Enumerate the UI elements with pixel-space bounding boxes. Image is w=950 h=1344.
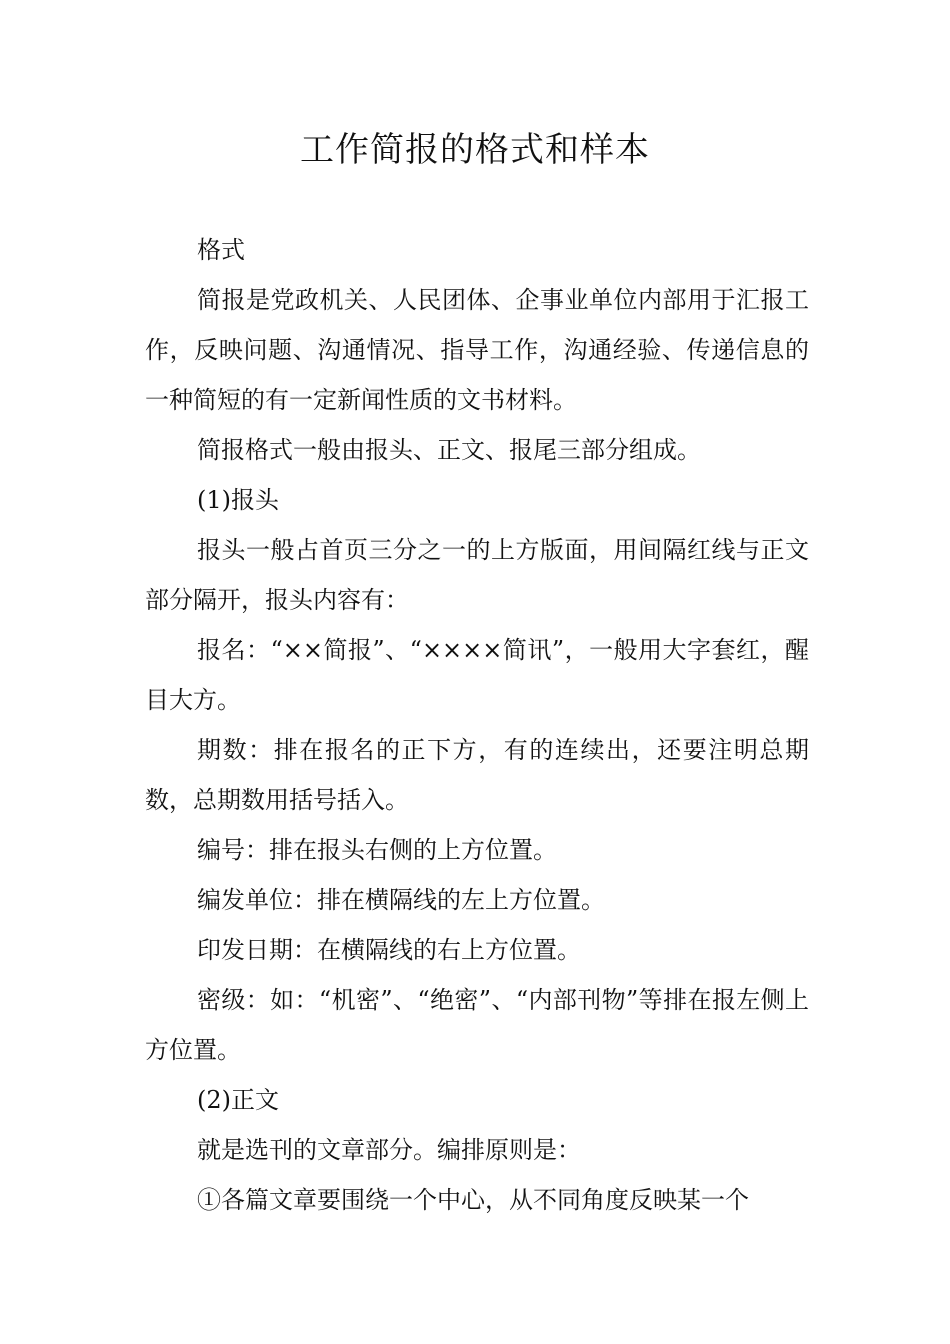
paragraph-structure: 简报格式一般由报头、正文、报尾三部分组成。 [197,436,701,464]
paragraph-principle-1: ①各篇文章要围绕一个中心，从不同角度反映某一个 [197,1186,749,1214]
paragraph-report-name: 报名：“××简报”、“××××简讯”，一般用大字套红，醒目大方。 [145,636,809,714]
paragraph-section-header: (1)报头 [197,486,279,514]
paragraph-header-description: 报头一般占首页三分之一的上方版面，用间隔红线与正文部分隔开，报头内容有： [145,536,809,614]
document-title: 工作简报的格式和样本 [300,130,650,170]
paragraph-issue-date: 印发日期：在横隔线的右上方位置。 [197,936,581,964]
paragraph-format-heading: 格式 [197,236,245,264]
paragraph-security-level: 密级：如：“机密”、“绝密”、“内部刊物”等排在报左侧上方位置。 [145,986,809,1064]
document-body [145,225,809,1225]
paragraph-issuing-unit: 编发单位：排在横隔线的左上方位置。 [197,886,605,914]
paragraph-definition: 简报是党政机关、人民团体、企事业单位内部用于汇报工作，反映问题、沟通情况、指导工作，沟通经验、传递信息的一种简短的有一定新闻性质的文书材料。 [145,286,809,414]
paragraph-section-body: (2)正文 [197,1086,279,1114]
paragraph-body-description: 就是选刊的文章部分。编排原则是： [197,1136,581,1164]
paragraph-issue-number: 期数：排在报名的正下方，有的连续出，还要注明总期数，总期数用括号括入。 [145,736,809,814]
paragraph-serial-number: 编号：排在报头右侧的上方位置。 [197,836,557,864]
